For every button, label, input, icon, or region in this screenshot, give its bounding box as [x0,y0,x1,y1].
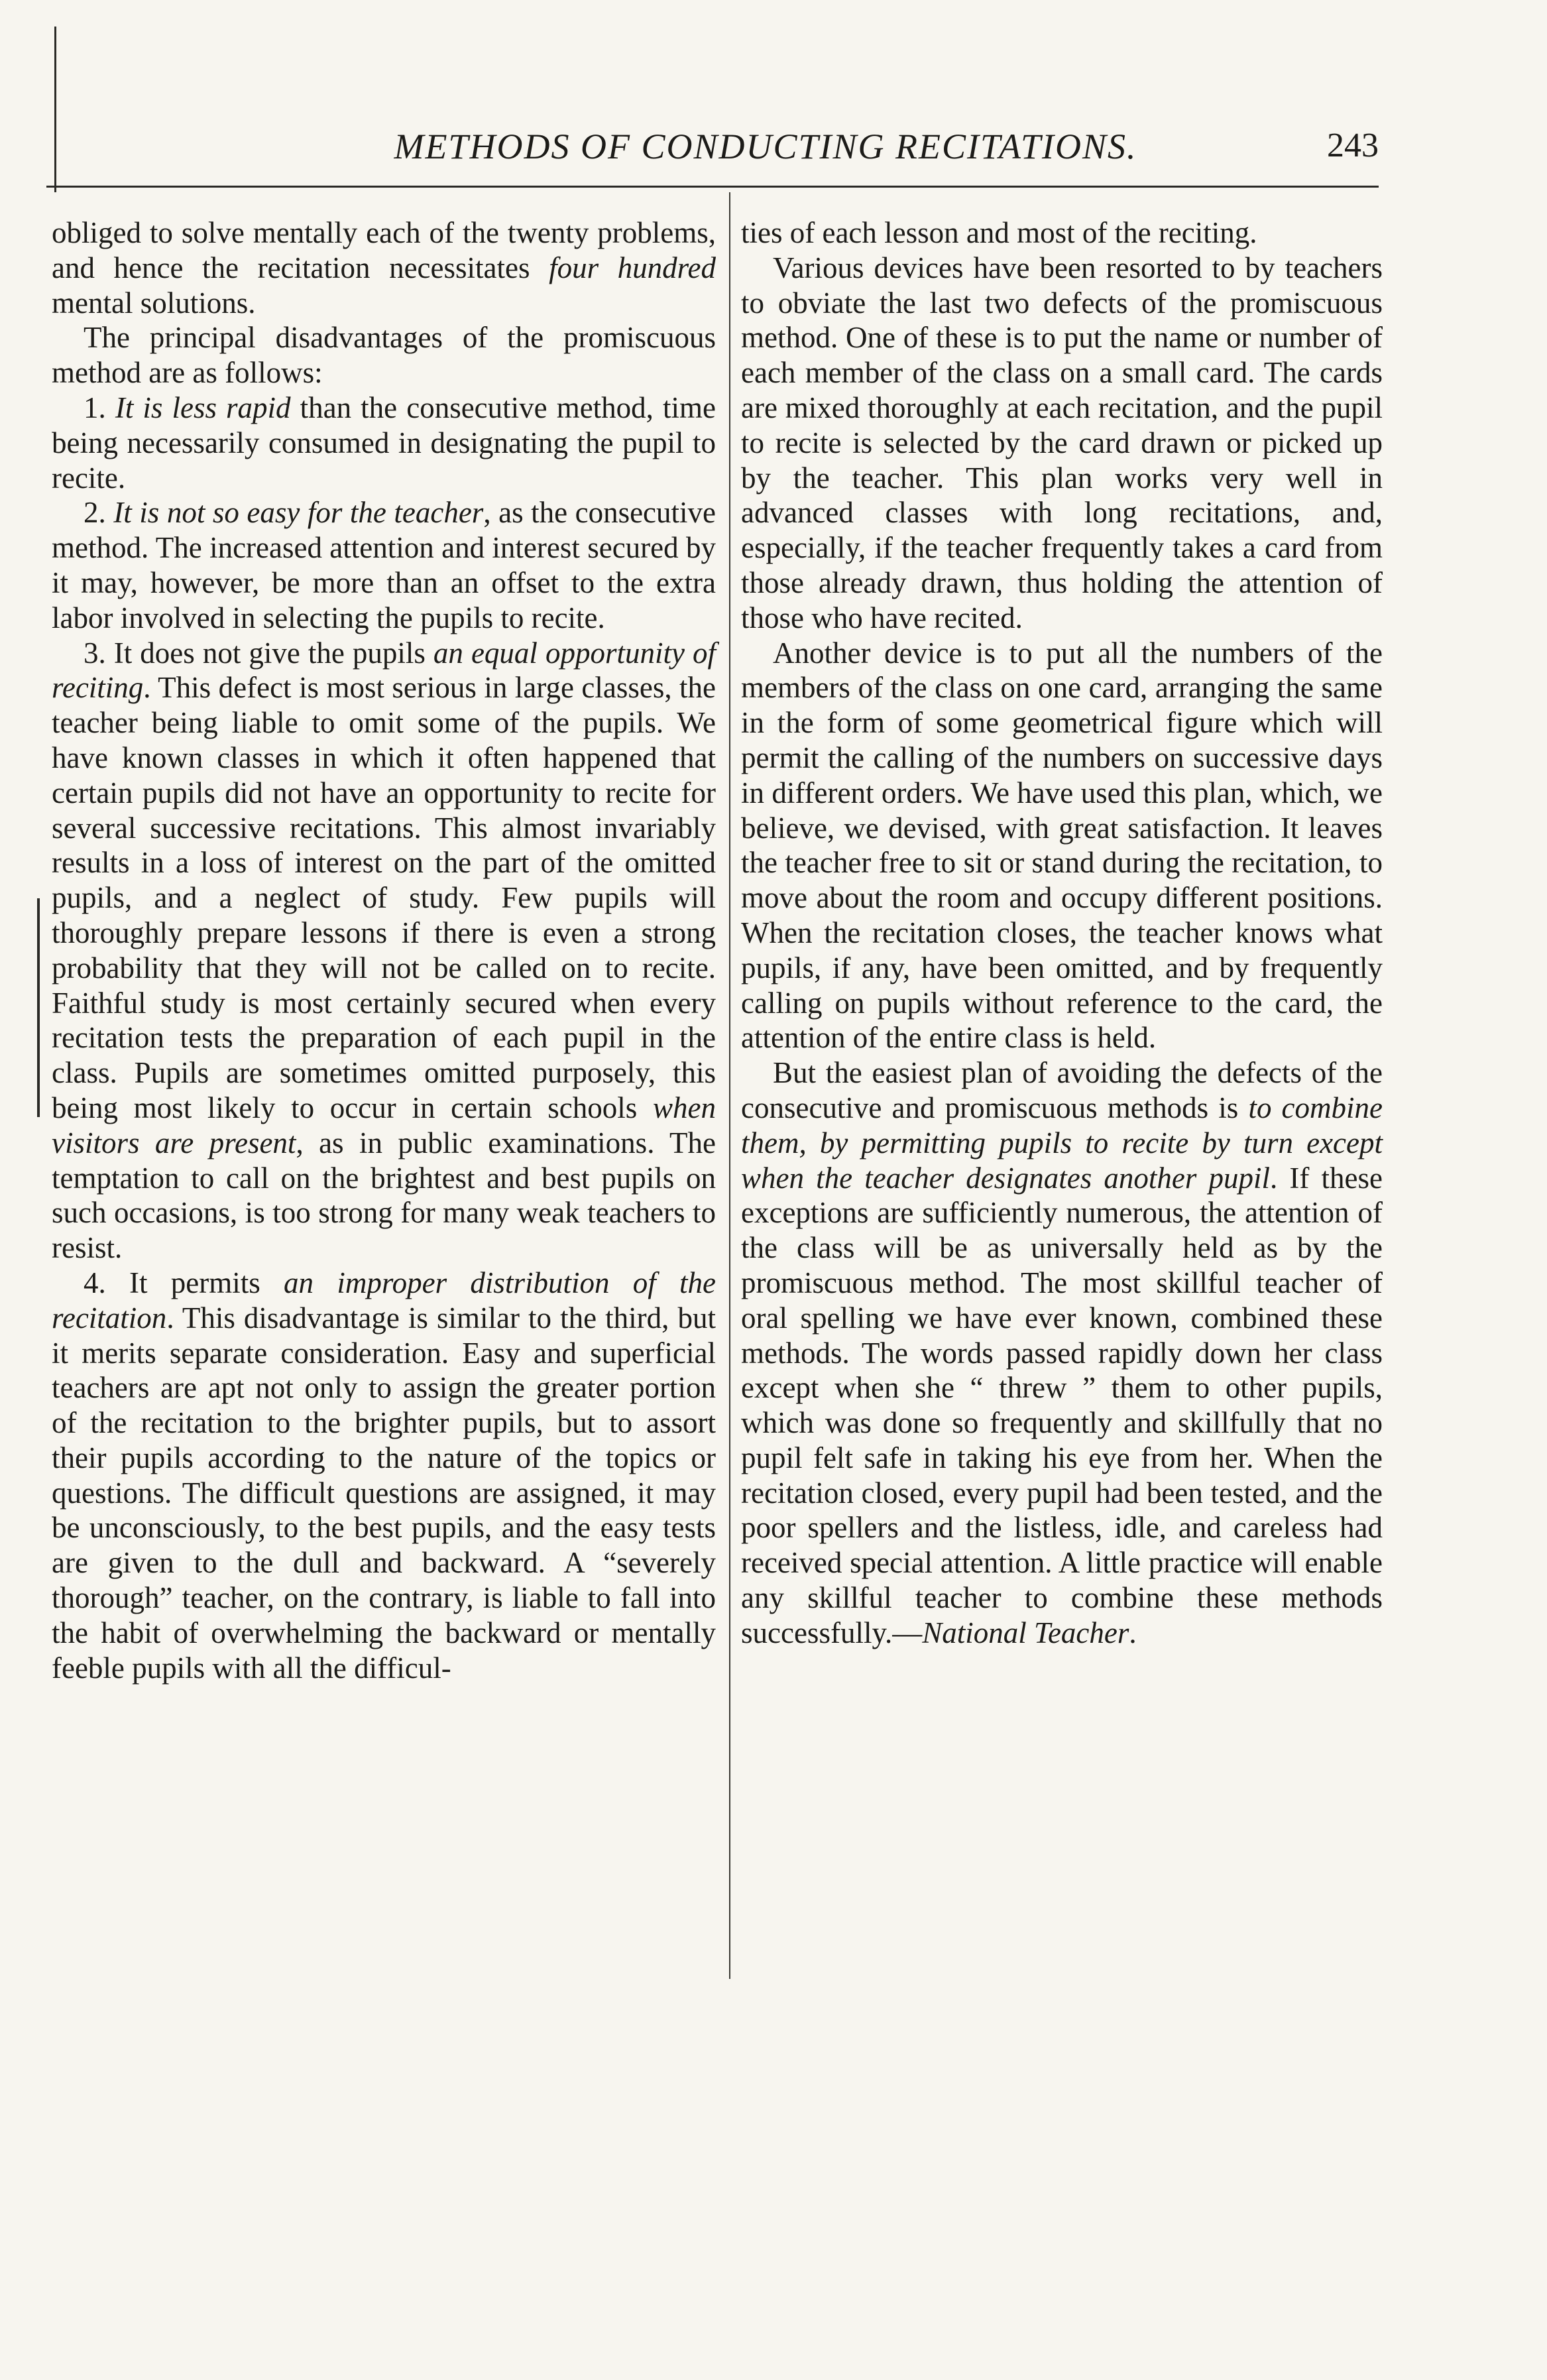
paragraph: 1. It is less rapid than the consecutive method, time being necessarily consumed in designating the pupil to recite. [52,390,716,495]
running-head [0,126,1547,172]
paragraph: 4. It permits an improper distribution of the recitation. This disadvantage is similar to the third, but it merits separate consideration. Easy and superficial teachers are apt not only to assign the greater portion of the recitation to the brighter pupils, but to assort their pupils according to the nature of the topics or questions. The difficult questions are assigned, it may be unconsciously, to the best pupils, and the easy tests are given to the dull and backward. A “severely thorough” teacher, on the contrary, is liable to fall into the habit of overwhelming the backward or mentally feeble pupils with all the difficul- [52,1266,716,1685]
right-column [741,215,1383,1651]
header-rule [46,186,1379,188]
margin-mark [37,898,40,1117]
margin-mark [54,27,56,192]
paragraph: 2. It is not so easy for the teacher, as the consecutive method. The increased attention and interest secured by it may, however, be more than an offset to the extra labor involved in selecting the pupils to recite. [52,496,716,634]
paragraph: 3. It does not give the pupils an equal opportunity of reciting. This defect is most serious in large classes, the teacher being liable to omit some of the pupils. We have known classes in which it often happened that certain pupils did not have an opportunity to recite for several successive recitations. This almost invariably results in a loss of interest on the part of the omitted pupils, and a neglect of study. Few pupils will thoroughly prepare lessons if there is even a strong probability that they will not be called on to recite. Faithful study is most certainly secured when every recitation tests the preparation of each pupil in the class. Pupils are sometimes omitted purposely, this being most likely to occur in certain schools when visitors are present, as in public examinations. The temptation to call on the brightest and best pupils on such occasions, is too strong for many weak teachers to resist. [52,636,716,1265]
page-number: 243 [1327,127,1379,164]
left-column [52,215,716,1685]
column-divider [729,192,730,1979]
paragraph: Another device is to put all the numbers of the members of the class on one card, arranging the same in the form of some geometrical figure which will permit the calling of the numbers on successive days in different orders. We have used this plan, which, we believe, we devised, with great satisfaction. It leaves the teacher free to sit or stand during the recitation, to move about the room and occupy different positions. When the recitation closes, the teacher knows what pupils, if any, have been omitted, and by frequently calling on pupils without reference to the card, the attention of the entire class is held. [741,636,1383,1055]
paragraph: The principal disadvantages of the promiscuous method are as follows: [52,321,716,390]
paragraph: obliged to solve mentally each of the twenty problems, and hence the recitation necessitates four hundred mental solutions. [52,216,716,320]
running-title: METHODS OF CONDUCTING RECITATIONS. [394,127,1137,166]
paragraph: Various devices have been resorted to by teachers to obviate the last two defects of the promiscuous method. One of these is to put the name or number of each member of the class on a small card. The cards are mixed thoroughly at each recitation, and the pupil to recite is selected by the card drawn or picked up by the teacher. This plan works very well in advanced classes with long recitations, and, especially, if the teacher frequently takes a card from those already drawn, thus holding the attention of those who have recited. [741,251,1383,634]
paragraph: ties of each lesson and most of the reciting. [741,216,1257,249]
paragraph: But the easiest plan of avoiding the defects of the consecutive and promiscuous methods is to combine them, by permitting pupils to recite by turn except when the teacher designates another pupil. If these exceptions are sufficiently numerous, the attention of the class will be as universally held as by the promiscuous method. The most skillful teacher of oral spelling we have ever known, combined these methods. The words passed rapidly down her class except when she “ threw ” them to other pupils, which was done so frequently and skillfully that no pupil felt safe in taking his eye from her. When the recitation closed, every pupil had been tested, and the poor spellers and the listless, idle, and careless had received special attention. A little practice will enable any skillful teacher to combine these methods successfully.—National Teacher. [741,1056,1383,1649]
